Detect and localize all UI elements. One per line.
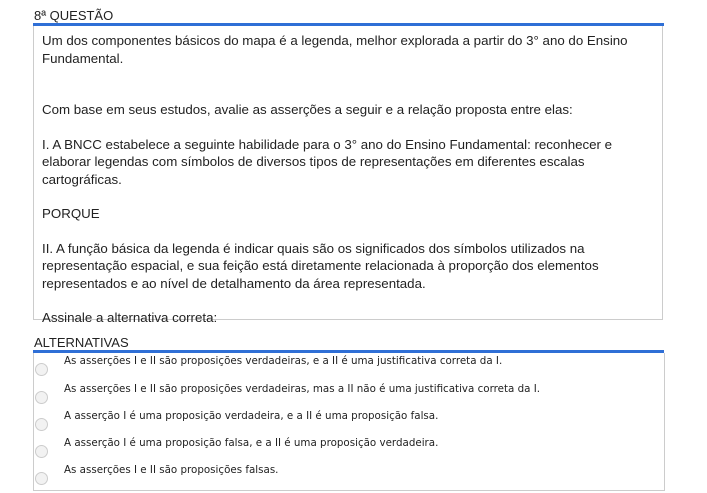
alternative-text: As asserções I e II são proposições falsas. xyxy=(64,464,279,476)
radio-button[interactable] xyxy=(35,472,48,485)
radio-button[interactable] xyxy=(35,391,48,404)
radio-button[interactable] xyxy=(35,445,48,458)
assertion-2: II. A função básica da legenda é indicar quais são os significados dos símbolos utilizados na representação espacial, e sua feição está diretamente relacionada à proporção dos elementos representados e ao nível de detalhamento da área representada. xyxy=(42,240,599,291)
question-body xyxy=(33,26,663,325)
alternative-text: A asserção I é uma proposição falsa, e a II é uma proposição verdadeira. xyxy=(64,437,439,449)
question-prompt: Assinale a alternativa correta: xyxy=(42,310,218,325)
question-title: 8ª QUESTÃO xyxy=(34,8,114,23)
alternative-text: A asserção I é uma proposição verdadeira, e a II é uma proposição falsa. xyxy=(64,410,439,422)
question-intro: Um dos componentes básicos do mapa é a legenda, melhor explorada a partir do 3° ano do Ensino Fundamental. xyxy=(42,33,628,66)
radio-button[interactable] xyxy=(35,363,48,376)
alternative-text: As asserções I e II são proposições verdadeiras, mas a II não é uma justificativa correta da I. xyxy=(64,383,541,395)
assertion-1: I. A BNCC estabelece a seguinte habilidade para o 3° ano do Ensino Fundamental: reconhecer e elaborar legendas com símbolos de diversos tipos de representações em diferentes escalas cartográficas. xyxy=(42,136,613,187)
porque-label: PORQUE xyxy=(42,206,100,221)
alternatives-list xyxy=(33,353,665,491)
alternative-text: As asserções I e II são proposições verdadeiras, e a II é uma justificativa correta da I. xyxy=(64,355,503,367)
radio-button[interactable] xyxy=(35,418,48,431)
alternatives-title: ALTERNATIVAS xyxy=(34,335,129,350)
question-instruction: Com base em seus estudos, avalie as asserções a seguir e a relação proposta entre elas: xyxy=(42,102,573,117)
